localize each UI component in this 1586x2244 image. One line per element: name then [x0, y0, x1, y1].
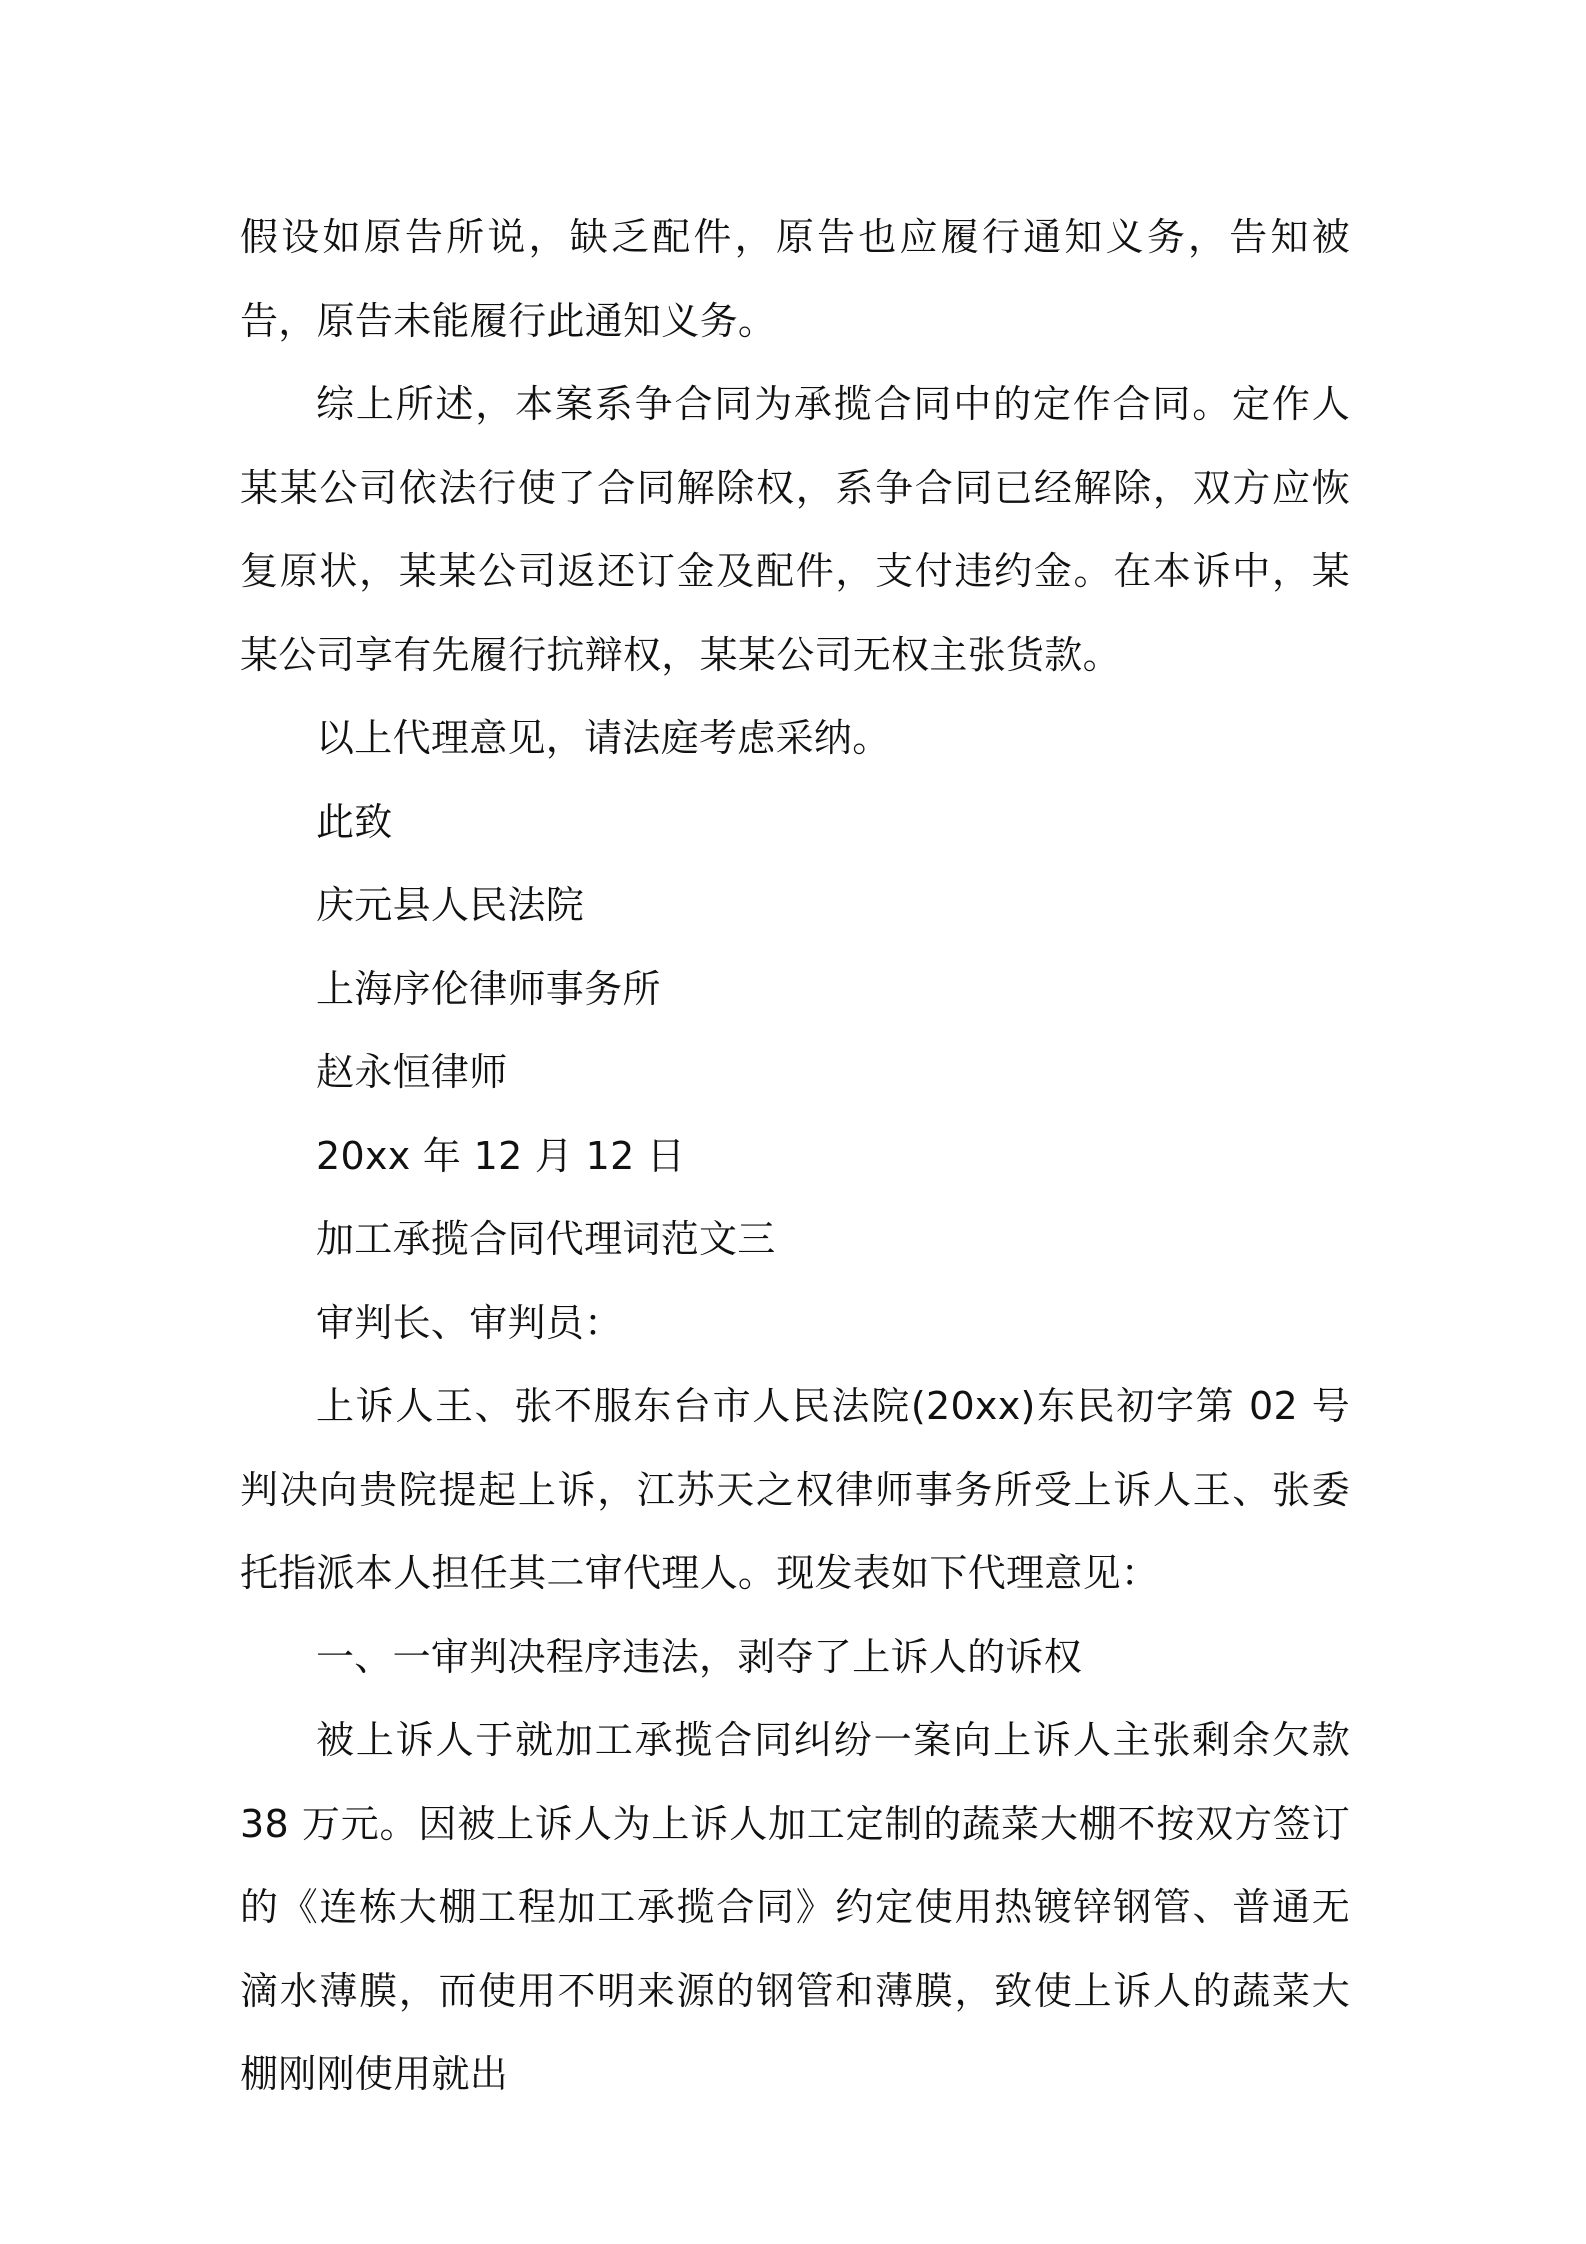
salutation-cizhi: 此致: [316, 799, 393, 844]
recipient-court: 庆元县人民法院: [316, 883, 585, 927]
document-date: 20xx 年 12 月 12 日: [316, 1133, 686, 1178]
paragraph-claim-details: 被上诉人于就加工承揽合同纠纷一案向上诉人主张剩余欠款 38 万元。因被上诉人为上诉人加工定制的蔬菜大棚不按双方签订的《连栋大棚工程加工承揽合同》约定使用热镀锌钢管、普通无滴水薄膜，而使用不明来源的钢管和薄膜，致使上诉人的蔬菜大棚刚刚使用就出: [240, 1718, 1350, 2096]
heading-point-one: 一、一审判决程序违法，剥夺了上诉人的诉权: [316, 1634, 1083, 1679]
paragraph-summary: 综上所述，本案系争合同为承揽合同中的定作合同。定作人某某公司依法行使了合同解除权，系争合同已经解除，双方应恢复原状，某某公司返还订金及配件，支付违约金。在本诉中，某某公司享有先履行抗辩权，某某公司无权主张货款。: [240, 382, 1350, 677]
law-firm-name: 上海序伦律师事务所: [316, 966, 661, 1011]
address-judges: 审判长、审判员：: [316, 1300, 623, 1345]
paragraph-continuation: 假设如原告所说，缺乏配件，原告也应履行通知义务，告知被告，原告未能履行此通知义务。: [240, 215, 1350, 343]
lawyer-name: 赵永恒律师: [316, 1050, 508, 1094]
section-title: 加工承揽合同代理词范文三: [316, 1217, 776, 1261]
paragraph-appeal-intro: 上诉人王、张不服东台市人民法院(20xx)东民初字第 02 号判决向贵院提起上诉，江苏天之权律师事务所受上诉人王、张委托指派本人担任其二审代理人。现发表如下代理意见：: [240, 1384, 1350, 1595]
paragraph-closing-request: 以上代理意见，请法庭考虑采纳。: [316, 716, 891, 760]
document-body: [240, 196, 1350, 2117]
